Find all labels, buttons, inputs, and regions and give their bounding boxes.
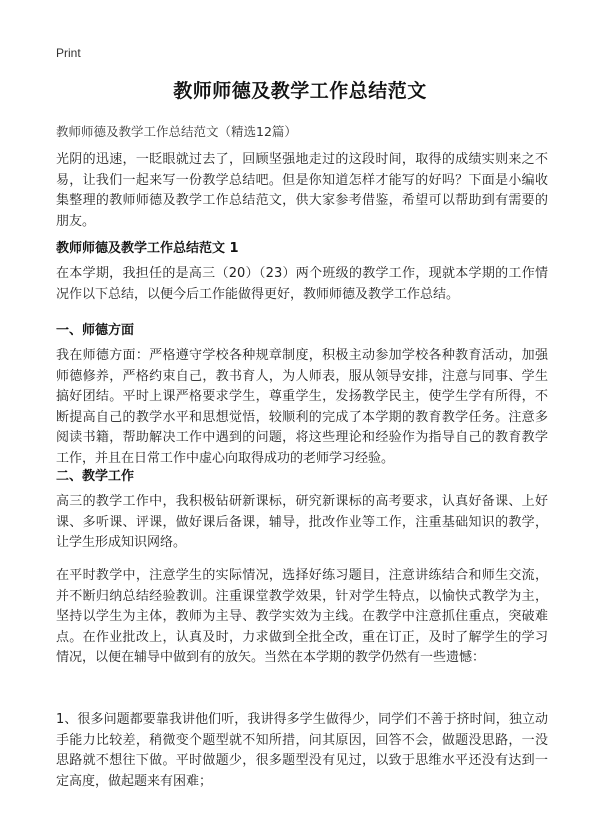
section1-paragraph: 我在师德方面：严格遵守学校各种规章制度，积极主动参加学校各种教育活动，加强师德修养，严格约束自己，教书育人，为人师表，服从领导安排，注意与同事、学生搞好团结。平时上课严格要求学生，尊重学生，发扬教学民主，使学生学有所得，不断提高自己的教学水平和思想觉悟，较顺利的完成了本学期的教育教学任务。注意多阅读书籍，帮助解决工作中遇到的问题，将这些理论和经验作为指导自己的教育教学工作，并且在日常工作中虚心向取得成功的老师学习经验。: [56, 348, 548, 466]
section1-heading: 一、师德方面: [56, 323, 135, 338]
section2-heading: 二、教学工作: [56, 469, 135, 484]
section2-paragraph-2: 在平时教学中，注意学生的实际情况，选择好练习题目，注意讲练结合和师生交流，并不断归纳总结经验教训。注重课堂教学效果，针对学生特点，以愉快式教学为主，坚持以学生为主体，教师为主导、教学实效为主线。在教学中注意抓住重点，突破难点。在作业批改上，认真及时，力求做到全批全改，重在订正，及时了解学生的学习情况，以便在辅导中做到有的放矢。当然在本学期的教学仍然有一些遗憾：: [56, 568, 548, 665]
print-link[interactable]: Print: [56, 46, 81, 60]
document-title: 教师师德及教学工作总结范文: [173, 80, 427, 102]
section2-paragraph-3: 1、很多问题都要靠我讲他们听，我讲得多学生做得少，同学们不善于挤时间，独立动手能力比较差，稍微变个题型就不知所措，问其原因，回答不会，做题没思路，一没思路就不想往下做。平时做题少，很多题型没有见过，以致于思维水平还没有达到一定高度，做起题来有困难；: [56, 712, 548, 789]
article-heading: 教师师德及教学工作总结范文 1: [56, 241, 239, 256]
section2-paragraph-1: 高三的教学工作中，我积极钻研新课标，研究新课标的高考要求，认真好备课、上好课、多听课、评课，做好课后备课，辅导，批改作业等工作，注重基础知识的教学，让学生形成知识网络。: [56, 494, 548, 550]
intro-paragraph: 光阴的迅速，一眨眼就过去了，回顾坚强地走过的这段时间，取得的成绩实则来之不易，让我们一起来写一份教学总结吧。但是你知道怎样才能写的好吗？下面是小编收集整理的教师师德及教学工作总结范文，供大家参考借鉴，希望可以帮助到有需要的朋友。: [56, 152, 548, 229]
article-intro-paragraph: 在本学期，我担任的是高三（20）（23）两个班级的教学工作，现就本学期的工作情况作以下总结，以便今后工作能做得更好，教师师德及教学工作总结。: [56, 266, 548, 302]
document-subtitle: 教师师德及教学工作总结范文（精选12篇）: [56, 124, 297, 139]
